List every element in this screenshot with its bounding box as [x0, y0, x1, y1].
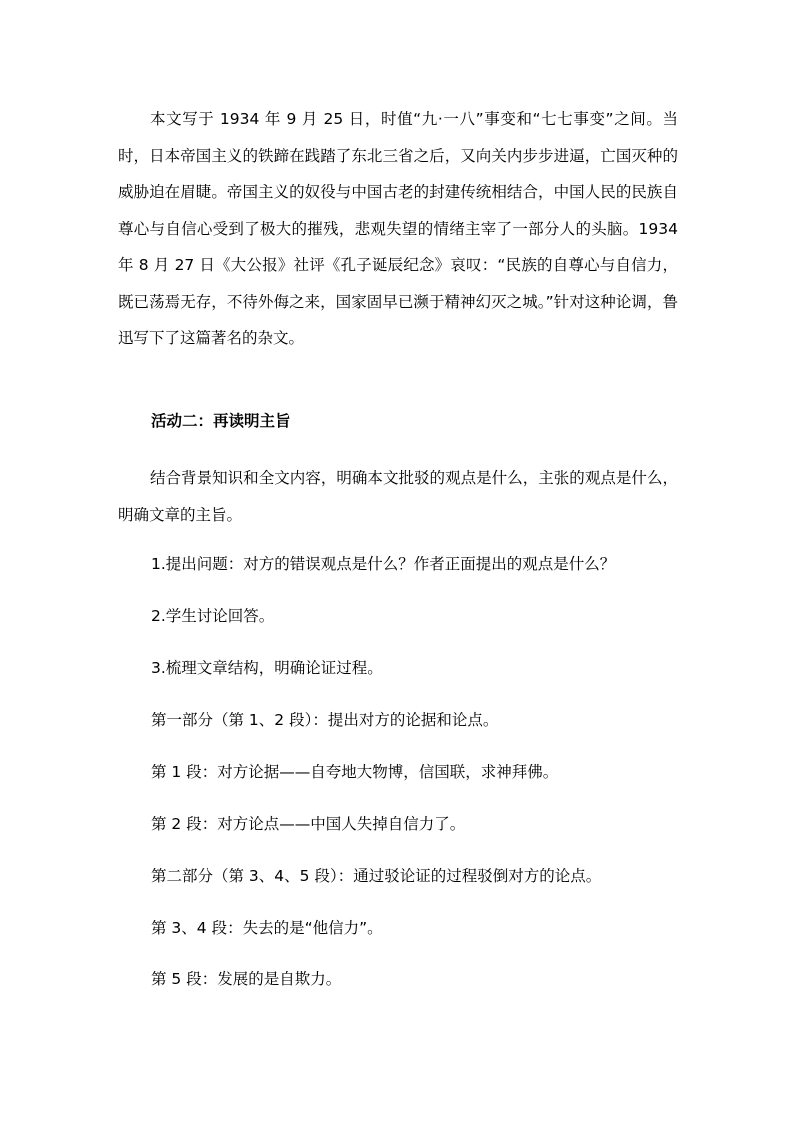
structure-item: 第 3、4 段：失去的是“他信力”。 [151, 919, 383, 937]
structure-item: 第 2 段：对方论点——中国人失掉自信力了。 [151, 815, 466, 833]
intro-paragraph: 本文写于 1934 年 9 月 25 日，时值“九·一八”事变和“七七事变”之间。当时，日本帝国主义的铁蹄在践踏了东北三省之后，又向关内步步进逼，亡国灭种的威胁迫在眉睫。帝国主义的奴役与中国古老的封建传统相结合，中国人民的民族自尊心与自信心受到了极大的摧残，悲观失望的情绪主宰了一部分人的头脑。1934 年 8 月 27 日《大公报》社评《孔子诞辰纪念》哀叹：“民族的自尊心与自信力，既已荡焉无存，不待外侮之来，国家固早已濒于精神幻灭之城。”针对这种论调，鲁迅写下了这篇著名的杂文。 [118, 110, 678, 347]
step-item: 1.提出问题：对方的错误观点是什么？作者正面提出的观点是什么？ [151, 555, 616, 573]
structure-item: 第二部分（第 3、4、5 段）：通过驳论证的过程驳倒对方的论点。 [151, 867, 602, 885]
step-item: 2.学生讨论回答。 [151, 607, 275, 625]
activity-paragraph: 结合背景知识和全文内容，明确本文批驳的观点是什么，主张的观点是什么，明确文章的主旨。 [118, 469, 678, 524]
activity-heading: 活动二：再读明主旨 [151, 412, 291, 430]
structure-item: 第一部分（第 1、2 段）：提出对方的论据和论点。 [151, 711, 499, 729]
structure-item: 第 5 段：发展的是自欺力。 [151, 970, 342, 988]
structure-item: 第 1 段：对方论据——自夸地大物博，信国联，求神拜佛。 [151, 763, 559, 781]
step-item: 3.梳理文章结构，明确论证过程。 [151, 659, 383, 677]
